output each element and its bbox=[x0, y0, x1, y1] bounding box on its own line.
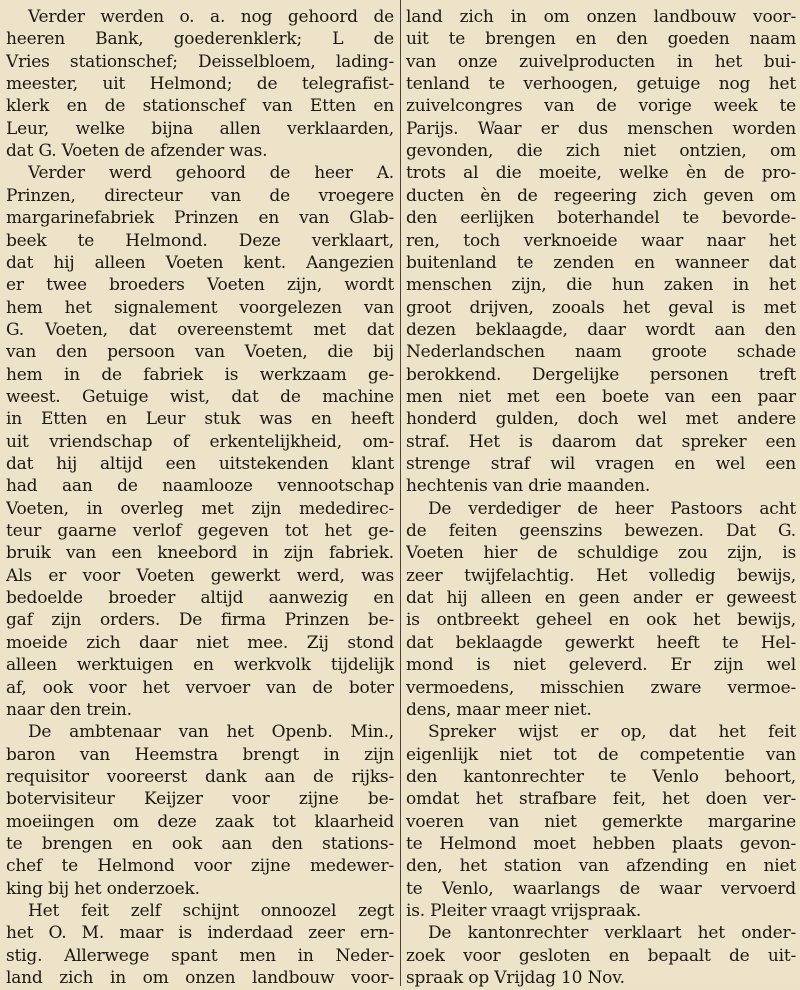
text-line: Verder werd gehoord de heer A. bbox=[28, 163, 394, 184]
text-line: voeren van niet gemerkte margarine bbox=[406, 811, 796, 832]
text-line: moeide zich daar niet mee. Zij stond bbox=[6, 632, 394, 653]
text-line: teur gaarne verlof gegeven tot het ge- bbox=[6, 521, 394, 542]
text-line: Spreker wijst er op, dat het feit bbox=[428, 722, 796, 743]
text-line: Nederlandschen naam groote schade bbox=[406, 342, 796, 363]
text-line: meester, uit Helmond; de telegrafist- bbox=[6, 74, 394, 95]
text-line: klerk en de stationschef van Etten en bbox=[6, 96, 394, 117]
text-line: heeren Bank, goederenklerk; L de bbox=[6, 29, 394, 50]
text-line: van onze zuivelproducten in het bui- bbox=[406, 51, 796, 72]
text-line: trots al die moeite, welke èn de pro- bbox=[406, 163, 796, 184]
text-line: moeiingen om deze zaak tot klaarheid bbox=[6, 811, 394, 832]
text-line: De verdediger de heer Pastoors acht bbox=[428, 498, 796, 519]
text-line: land zich in om onzen landbouw voor- bbox=[406, 7, 796, 27]
text-line: tenland te verhoogen, getuige nog het bbox=[406, 74, 796, 95]
text-line: dat G. Voeten de afzender was. bbox=[6, 141, 268, 162]
article-column-left bbox=[6, 0, 394, 989]
text-line: honderd gulden, doch wel met andere bbox=[406, 409, 796, 430]
text-line: af, ook voor het vervoer van de boter bbox=[6, 677, 394, 698]
text-line: groot drijven, zooals het geval is met bbox=[406, 297, 796, 318]
column-divider bbox=[400, 0, 401, 986]
text-line: land zich in om onzen landbouw voor- bbox=[6, 968, 394, 989]
text-line: gevonden, die zich niet ontzien, om bbox=[406, 141, 796, 162]
text-line: zeer twijfelachtig. Het volledig bewijs, bbox=[406, 565, 796, 586]
text-line: uit te brengen en den goeden naam bbox=[406, 29, 796, 50]
text-line: hem in de fabriek is werkzaam ge- bbox=[6, 364, 394, 385]
text-line: baron van Heemstra brengt in zijn bbox=[6, 744, 394, 765]
text-line: dens, maar meer niet. bbox=[406, 699, 592, 720]
text-line: alleen werktuigen en werkvolk tijdelijk bbox=[6, 655, 394, 676]
text-line: Voeten hier de schuldige zou zijn, is bbox=[406, 543, 796, 564]
text-line: G. Voeten, dat overeenstemt met dat bbox=[6, 319, 394, 340]
text-line: bruik van een kneebord in zijn fabriek. bbox=[6, 543, 394, 564]
text-line: er twee broeders Voeten zijn, wordt bbox=[6, 275, 394, 296]
text-line: had aan de naamlooze vennootschap bbox=[6, 476, 394, 497]
text-line: De kantonrechter verklaart het onder- bbox=[428, 923, 796, 944]
text-line: spraak op Vrijdag 10 Nov. bbox=[406, 968, 625, 989]
text-line: hem het signalement voorgelezen van bbox=[6, 297, 394, 318]
text-line: gaf zijn orders. De firma Prinzen be- bbox=[6, 610, 394, 631]
text-line: te brengen en ook aan den stations- bbox=[6, 833, 394, 854]
text-line: margarinefabriek Prinzen en van Glab- bbox=[6, 208, 394, 229]
text-line: botervisiteur Keijzer voor zijne be- bbox=[6, 789, 394, 810]
text-line: te Helmond moet hebben plaats gevon- bbox=[406, 833, 796, 854]
text-line: dat hij altijd een uitstekenden klant bbox=[6, 454, 394, 474]
text-line: zoek voor gesloten en bepaalt de uit- bbox=[406, 945, 796, 966]
text-line: weest. Getuige wist, dat de machine bbox=[6, 386, 394, 407]
text-line: is. Pleiter vraagt vrijspraak. bbox=[406, 901, 642, 921]
text-line: dat hij alleen en geen ander er geweest bbox=[406, 588, 796, 609]
text-line: van den persoon van Voeten, die bij bbox=[6, 342, 394, 363]
text-line: Het feit zelf schijnt onnoozel zegt bbox=[28, 901, 394, 921]
text-line: dat beklaagde gewerkt heeft te Hel- bbox=[406, 632, 796, 653]
text-line: de feiten geenszins bewezen. Dat G. bbox=[406, 521, 796, 542]
text-line: bedoelde broeder altijd aanwezig en bbox=[6, 588, 394, 609]
text-line: Als er voor Voeten gewerkt werd, was bbox=[6, 565, 394, 586]
text-line: naar den trein. bbox=[6, 699, 132, 720]
text-line: De ambtenaar van het Openb. Min., bbox=[28, 722, 394, 743]
text-line: Vries stationschef; Deisselbloem, lading- bbox=[6, 51, 394, 72]
text-line: omdat het strafbare feit, het doen ver- bbox=[406, 789, 796, 810]
text-line: beek te Helmond. Deze verklaart, bbox=[6, 230, 394, 251]
text-line: het O. M. maar is inderdaad zeer ern- bbox=[6, 923, 394, 944]
text-line: te Venlo, waarlangs de waar vervoerd bbox=[406, 878, 796, 899]
text-line: straf. Het is daarom dat spreker een bbox=[406, 431, 796, 452]
text-line: dezen beklaagde, daar wordt aan den bbox=[406, 319, 796, 340]
text-line: strenge straf wil vragen en wel een bbox=[406, 454, 796, 474]
text-line: ren, toch verknoeide waar naar het bbox=[406, 230, 796, 251]
text-line: menschen zijn, die hun zaken in het bbox=[406, 275, 796, 296]
text-line: king bij het onderzoek. bbox=[6, 878, 200, 899]
text-line: stig. Allerwege spant men in Neder- bbox=[6, 945, 394, 966]
text-line: ducten èn de regeering zich geven om bbox=[406, 185, 796, 206]
text-line: Verder werden o. a. nog gehoord de bbox=[28, 7, 394, 27]
text-line: chef te Helmond voor zijne medewer- bbox=[6, 856, 394, 877]
text-line: den, het station van afzending en niet bbox=[406, 856, 796, 877]
text-line: den kantonrechter te Venlo behoort, bbox=[406, 766, 796, 787]
text-line: berokkend. Dergelijke personen treft bbox=[406, 364, 796, 385]
text-line: mond is niet geleverd. Er zijn wel bbox=[406, 655, 796, 676]
text-line: hechtenis van drie maanden. bbox=[406, 476, 651, 497]
text-line: men niet met een boete van een paar bbox=[406, 386, 796, 407]
text-line: Leur, welke bijna allen verklaarden, bbox=[6, 118, 394, 139]
text-line: buitenland te zenden en wanneer dat bbox=[406, 252, 796, 273]
text-line: vermoedens, misschien zware vermoe- bbox=[406, 677, 796, 698]
text-line: in Etten en Leur stuk was en heeft bbox=[6, 409, 394, 430]
text-line: Parijs. Waar er dus menschen worden bbox=[406, 118, 796, 139]
text-line: eigenlijk niet tot de competentie van bbox=[406, 744, 796, 765]
text-line: dat hij alleen Voeten kent. Aangezien bbox=[6, 252, 394, 273]
text-line: Prinzen, directeur van de vroegere bbox=[6, 185, 394, 206]
article-column-right bbox=[406, 0, 796, 989]
text-line: requisitor vooreerst dank aan de rijks- bbox=[6, 766, 394, 787]
text-line: zuivelcongres van de vorige week te bbox=[406, 96, 796, 117]
text-line: Voeten, in overleg met zijn mededirec- bbox=[6, 498, 394, 519]
text-line: uit vriendschap of erkentelijkheid, om- bbox=[6, 431, 394, 452]
text-line: den eerlijken boterhandel te bevorde- bbox=[406, 208, 796, 229]
text-line: is ontbreekt geheel en ook het bewijs, bbox=[406, 610, 796, 631]
